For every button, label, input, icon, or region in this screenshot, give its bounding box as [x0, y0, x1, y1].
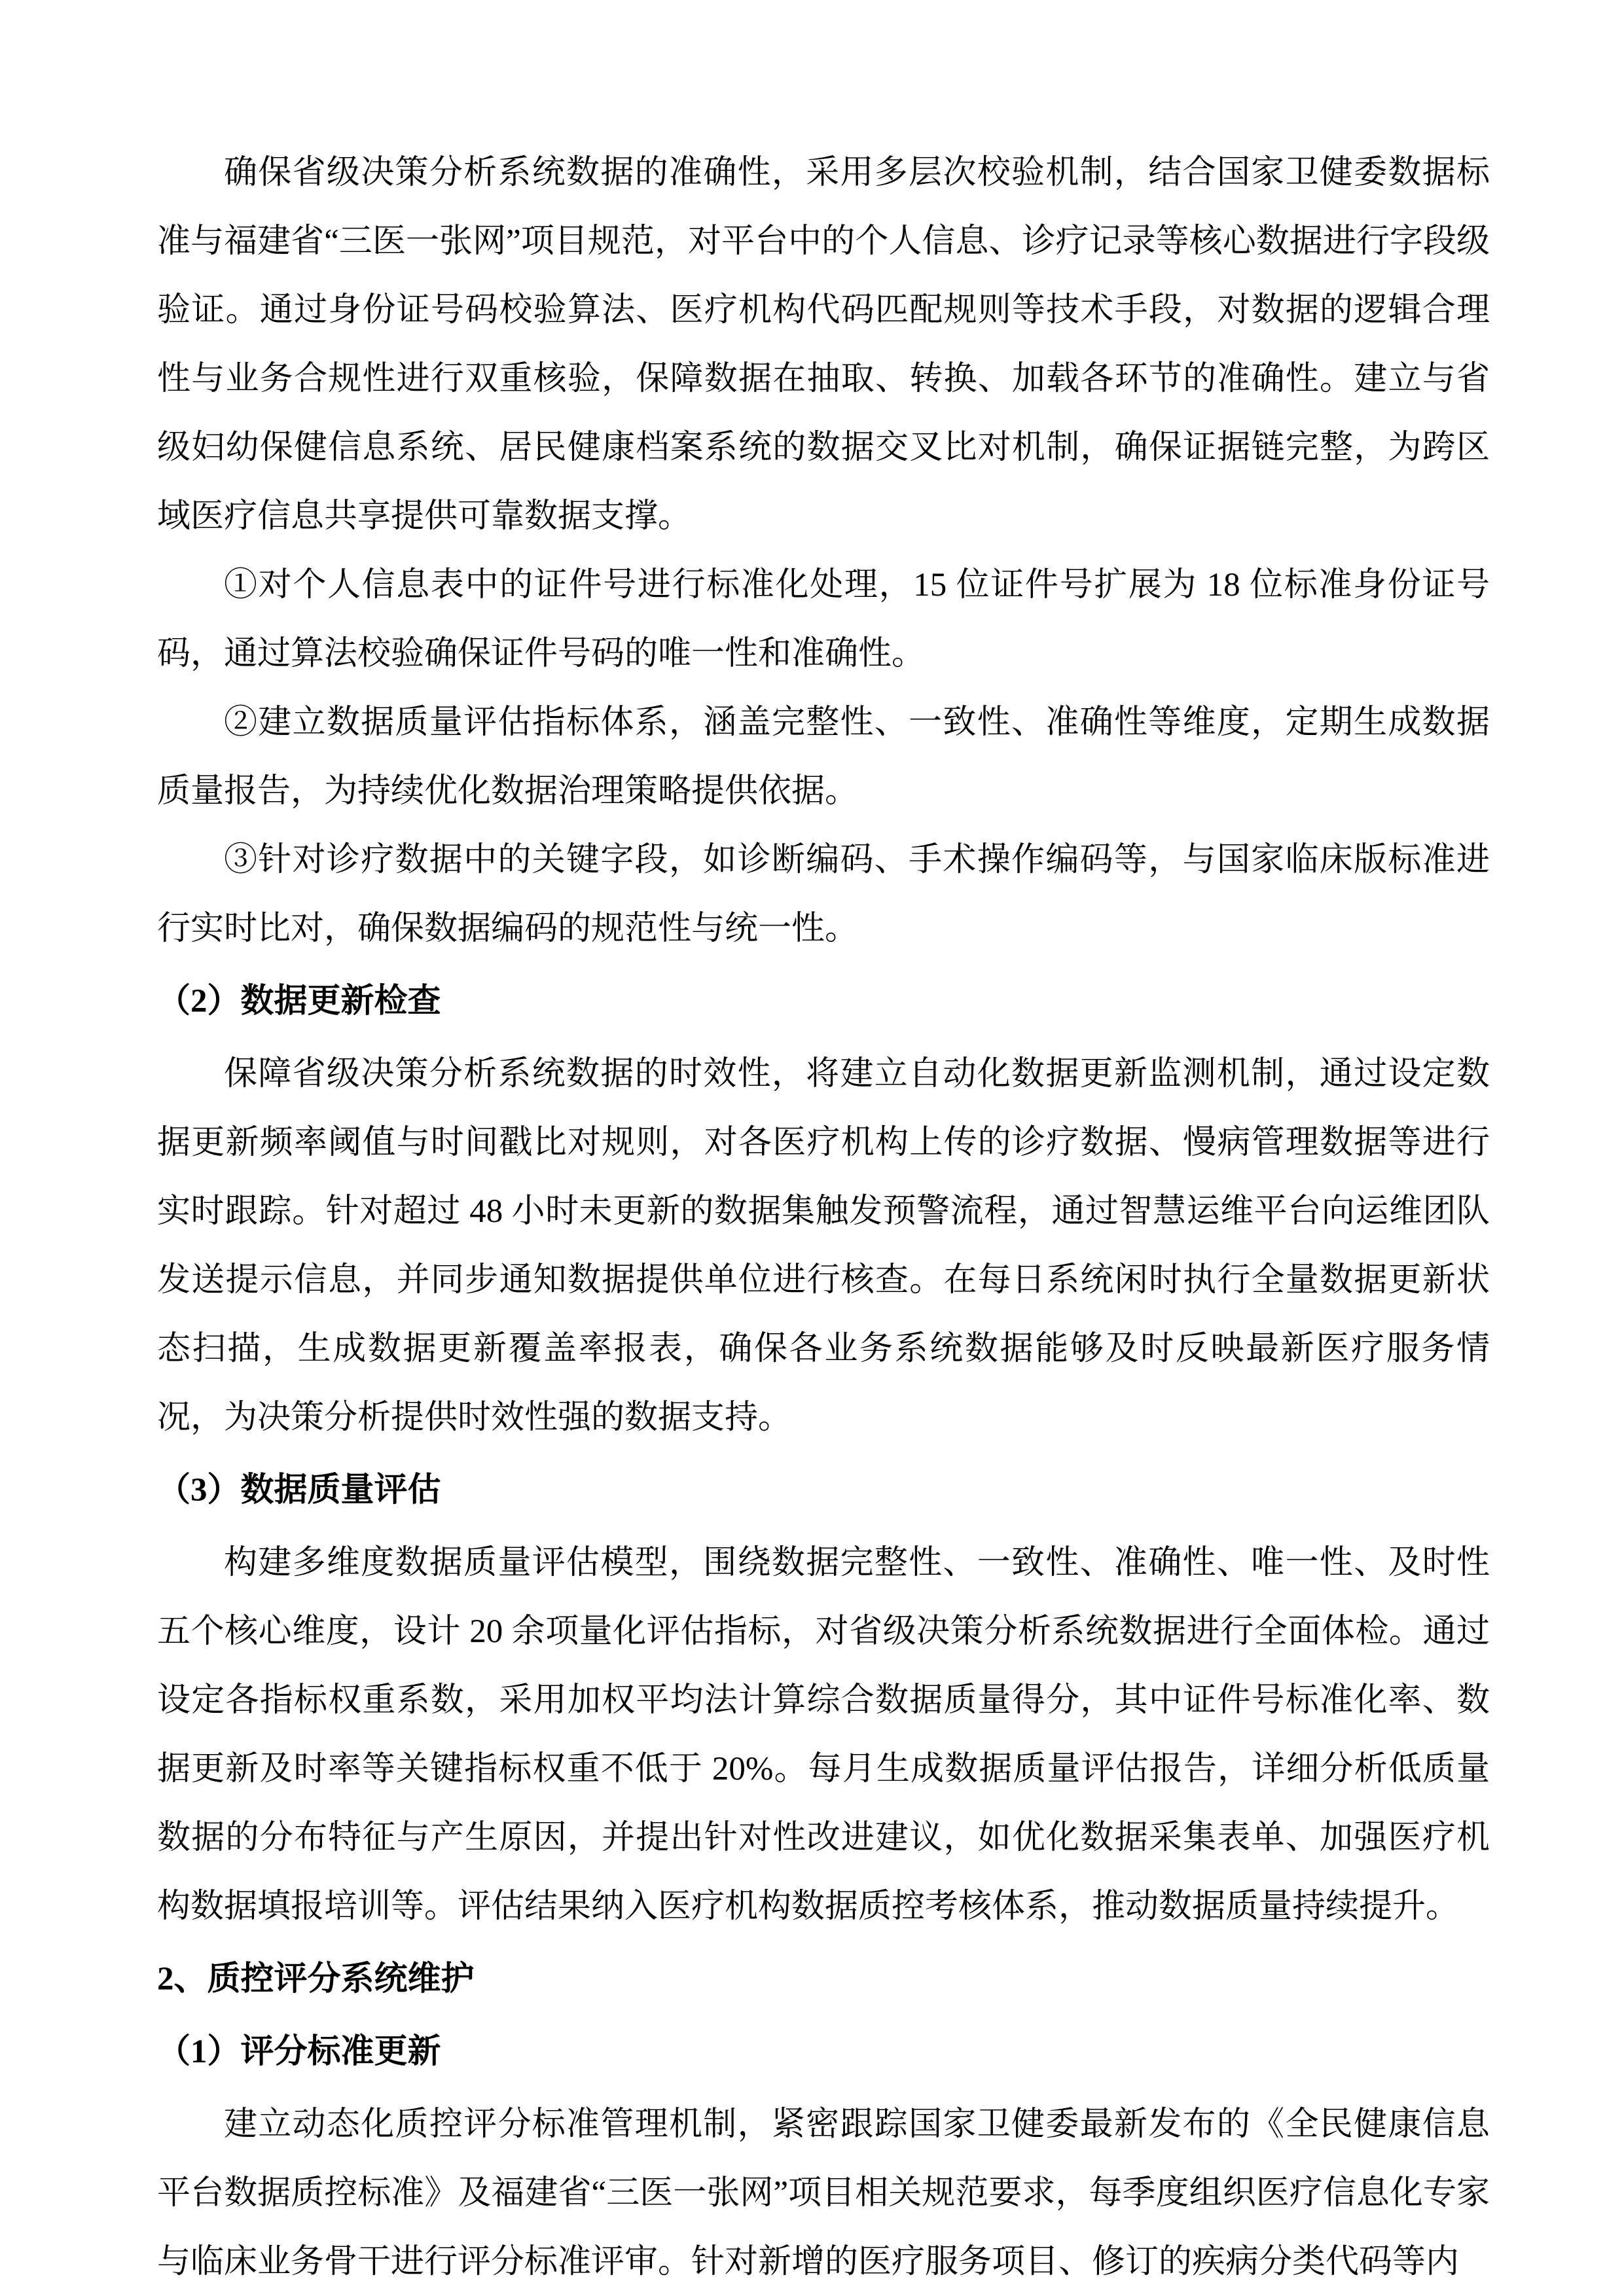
subsection-heading: （3）数据质量评估 — [157, 1472, 441, 1509]
section-heading: 2、质控评分系统维护 — [157, 1961, 475, 1998]
body-paragraph: 保障省级决策分析系统数据的时效性，将建立自动化数据更新监测机制，通过设定数据更新频率阈值与时间戳比对规则，对各医疗机构上传的诊疗数据、慢病管理数据等进行实时跟踪。针对超过 48 小时未更新的数据集触发预警流程，通过智慧运维平台向运维团队发送提示信息，并同步通知数据提供单位进行核查。在每日系统闲时执行全量数据更新状态扫描，生成数据更新覆盖率报表，确保各业务系统数据能够及时反映最新医疗服务情况，为决策分析提供时效性强的数据支持。 — [157, 1056, 1490, 1436]
subsection-heading: （1）评分标准更新 — [157, 2034, 441, 2070]
body-paragraph: 建立动态化质控评分标准管理机制，紧密跟踪国家卫健委最新发布的《全民健康信息平台数据质控标准》及福建省“三医一张网”项目相关规范要求，每季度组织医疗信息化专家与临床业务骨干进行评分标准评审。针对新增的医疗服务项目、修订的疾病分类代码等内 — [157, 2106, 1490, 2280]
body-paragraph: ①对个人信息表中的证件号进行标准化处理，15 位证件号扩展为 18 位标准身份证号码，通过算法校验确保证件号码的唯一性和准确性。 — [157, 567, 1490, 672]
subsection-heading: （2）数据更新检查 — [157, 983, 441, 1020]
body-paragraph: ②建立数据质量评估指标体系，涵盖完整性、一致性、准确性等维度，定期生成数据质量报告，为持续优化数据治理策略提供依据。 — [157, 704, 1490, 810]
body-paragraph: 确保省级决策分析系统数据的准确性，采用多层次校验机制，结合国家卫健委数据标准与福建省“三医一张网”项目规范，对平台中的个人信息、诊疗记录等核心数据进行字段级验证。通过身份证号码校验算法、医疗机构代码匹配规则等技术手段，对数据的逻辑合理性与业务合规性进行双重核验，保障数据在抽取、转换、加载各环节的准确性。建立与省级妇幼保健信息系统、居民健康档案系统的数据交叉比对机制，确保证据链完整，为跨区域医疗信息共享提供可靠数据支撑。 — [157, 154, 1490, 535]
body-paragraph: 构建多维度数据质量评估模型，围绕数据完整性、一致性、准确性、唯一性、及时性五个核心维度，设计 20 余项量化评估指标，对省级决策分析系统数据进行全面体检。通过设定各指标权重系数，采用加权平均法计算综合数据质量得分，其中证件号标准化率、数据更新及时率等关键指标权重不低于 20%。每月生成数据质量评估报告，详细分析低质量数据的分布特征与产生原因，并提出针对性改进建议，如优化数据采集表单、加强医疗机构数据填报培训等。评估结果纳入医疗机构数据质控考核体系，推动数据质量持续提升。 — [157, 1545, 1490, 1925]
body-paragraph: ③针对诊疗数据中的关键字段，如诊断编码、手术操作编码等，与国家临床版标准进行实时比对，确保数据编码的规范性与统一性。 — [157, 842, 1490, 947]
